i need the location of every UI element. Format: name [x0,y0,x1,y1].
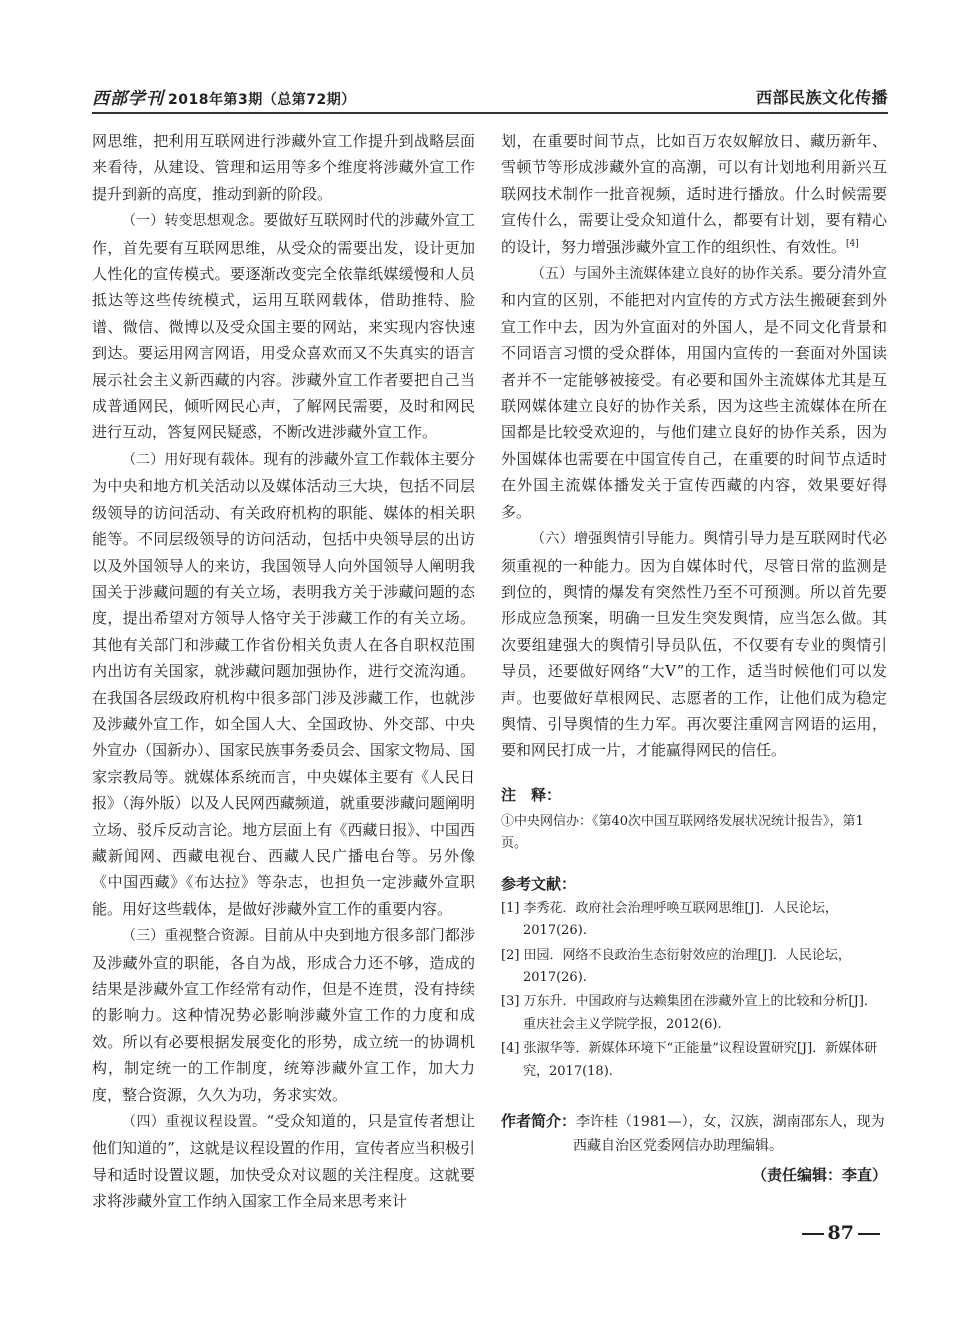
paragraph [92,207,475,446]
notes-heading: 注 释： [501,785,562,804]
subsection-heading: （六）增强舆情引导能力。 [531,531,704,548]
dash-right [858,1233,880,1235]
paragraph-text: 目前从中央到地方很多部门都涉及涉藏外宣的职能，各自为战，形成合力还不够，造成的结果是涉藏外宣工作经常有动作，但是不连贯，没有持续的影响力。这种情况势必影响涉藏外宣工作的力度和成效。所以有必要根据发展变化的形势，成立统一的协调机构，制定统一的工作制度，统筹涉藏外宣工作，加大力度，整合资源，久久为功，务求实效。 [92,926,475,1104]
page-number-text: 87 [827,1222,854,1244]
left-column [92,128,475,1215]
paragraph [501,128,887,260]
responsible-editor: （责任编辑：李直） [751,1166,887,1184]
section-title: 西部民族文化传播 [755,88,888,107]
paragraph-text: 舆情引导力是互联网时代必须重视的一种能力。因为自媒体时代，尽管日常的监测是到位的，舆情的爆发有突然性乃至不可预测。所以首先要形成应急预案，明确一旦发生突发舆情，应当怎么做。其次要组建强大的舆情引导员队伍，不仅要有专业的舆情引导员，还要做好网络“大V”的工作，适当时候他们可以发声。也要做好草根网民、志愿者的工作，让他们成为稳定舆情、引导舆情的生力军。再次要注重网言网语的运用，要和网民打成一片，才能赢得网民的信任。 [501,529,887,760]
running-header [92,84,888,114]
page-number [798,1222,884,1244]
paragraph-text: 要分清外宣和内宣的区别，不能把对内宣传的方式方法生搬硬套到外宣工作中去，因为外宣面对的外国人，是不同文化背景和不同语言习惯的受众群体，用国内宣传的一套面对外国读者并不一定能够被接受。有必要和国外主流媒体尤其是互联网媒体建立良好的协作关系，因为这些主流媒体在所在国都是比较受欢迎的，与他们建立良好的协作关系，因为外国媒体也需要在中国宣传自己，在重要的时间节点适时在外国主流媒体播发关于宣传西藏的内容，效果要好得多。 [501,264,887,521]
journal-info [92,84,356,109]
subsection-heading: （五）与国外主流媒体建立良好的协作关系。 [531,266,812,283]
paragraph [92,446,475,922]
dash-left [802,1233,824,1235]
paragraph [501,260,887,525]
subsection-heading: （二）用好现有载体。 [122,451,264,468]
reference-item: [1] 李秀花．政府社会治理呼唤互联网思维[J]．人民论坛，2017(26). [501,900,838,939]
author-bio-text: 李许桂（1981—），女，汉族，湖南邵东人，现为西藏自治区党委网信办助理编辑。 [573,1114,885,1154]
reference-item: [2] 田园．网络不良政治生态衍射效应的治理[J]．人民论坛，2017(26). [501,947,851,985]
author-bio [501,1109,887,1158]
references-heading: 参考文献： [501,874,577,893]
right-column [501,128,887,1185]
subsection-heading: （一）转变思想观念。 [122,213,264,230]
paragraph-text: 现有的涉藏外宣工作载体主要分为中央和地方机关活动以及媒体活动三大块，包括不同层级领导的访问活动、有关政府机构的职能、媒体的相关职能等。不同层级领导的访问活动，包括中央领导层的出访以及外国领导人的来访，我国领导人向外国领导人阐明我国关于涉藏问题的有关立场，表明我方关于涉藏问题的态度，提出希望对方领导人恪守关于涉藏工作的有关立场。其他有关部门和涉藏工作省份相关负责人在各自职权范围内出访有关国家，就涉藏问题加强协作，进行交流沟通。在我国各层级政府机构中很多部门涉及涉藏工作，也就涉及涉藏外宣工作，如全国人大、全国政协、外交部、中央外宣办（国新办）、国家民族事务委员会、国家文物局、国家宗教局等。就媒体系统而言，中央媒体主要有《人民日报》（海外版）以及人民网西藏频道，就重要涉藏问题阐明立场、驳斥反动言论。地方层面上有《西藏日报》、中国西藏新闻网、西藏电视台、西藏人民广播电台等。另外像《中国西藏》《布达拉》等杂志，也担负一定涉藏外宣职能。用好这些载体，是做好涉藏外宣工作的重要内容。 [92,449,475,918]
footnote: ①中央网信办：《第40次中国互联网络发展状况统计报告》，第1页。 [501,813,864,851]
reference-item: [4] 张淑华等．新媒体环境下“正能量”议程设置研究[J]．新媒体研究，2017(18). [501,1041,878,1079]
paragraph [501,525,887,764]
subsection-heading: （三）重视整合资源。 [122,928,264,945]
issue-info: 2018年第3期（总第72期） [168,92,356,108]
paragraph [92,922,475,1108]
reference-item: [3] 万东升．中国政府与达赖集团在涉藏外宣上的比较和分析[J]．重庆社会主义学院学报，2012(6). [501,994,877,1032]
citation-marker: [4] [846,238,859,249]
paragraph-text: 要做好互联网时代的涉藏外宣工作，首先要有互联网思维，从受众的需要出发，设计更加人性化的宣传模式。要逐渐改变完全依靠纸媒缓慢和人员抵达等这些传统模式，运用互联网载体，借助推特、脸谱、微信、微博以及受众国主要的网站，来实现内容快速到达。要运用网言网语，用受众喜欢而又不失真实的语言展示社会主义新西藏的内容。涉藏外宣工作者要把自己当成普通网民，倾听网民心声，了解网民需要，及时和网民进行互动，答复网民疑惑，不断改进涉藏外宣工作。 [92,211,475,442]
subsection-heading: （四）重视议程设置。 [122,1114,267,1131]
paragraph [92,1108,475,1215]
paragraph-text: “受众知道的，只是宣传者想让他们知道的”，这就是议程设置的作用，宣传者应当积极引导和适时设置议题，加快受众对议题的关注程度。这就要求将涉藏外宣工作纳入国家工作全局来思考来计 [92,1112,476,1211]
paragraph-text: 划，在重要时间节点，比如百万农奴解放日、藏历新年、雪顿节等形成涉藏外宣的高潮，可以有计划地利用新兴互联网技术制作一批音视频，适时进行播放。什么时候需要宣传什么，需要让受众知道什么，都要有计划，要有精心的设计，努力增强涉藏外宣工作的组织性、有效性。 [501,132,887,256]
reference-list [501,898,887,1083]
journal-logo: 西部学刊 [92,89,164,109]
paragraph: 网思维，把利用互联网进行涉藏外宣工作提升到战略层面来看待，从建设、管理和运用等多个维度将涉藏外宣工作提升到新的高度，推动到新的阶段。 [92,132,475,203]
author-bio-label: 作者简介： [501,1112,577,1130]
